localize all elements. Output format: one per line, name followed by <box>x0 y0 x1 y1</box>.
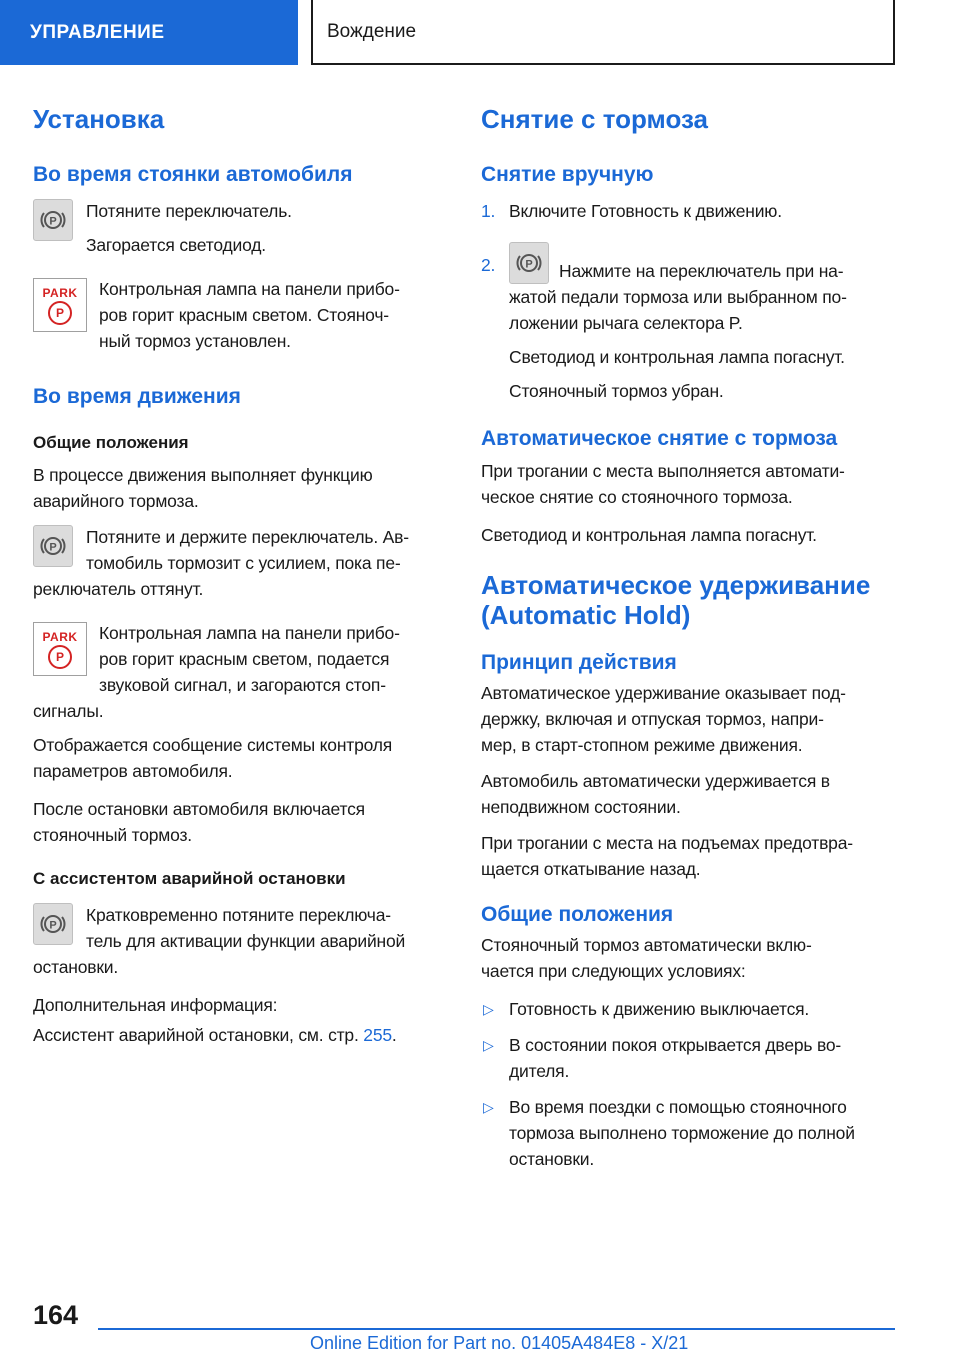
chapter-title: Вождение <box>311 0 895 65</box>
general-line2: чается при следующих условиях: <box>481 961 746 981</box>
step-2-led: Светодиод и контрольная лампа погаснут. <box>509 347 845 367</box>
parking-brake-switch-icon <box>33 903 73 945</box>
general-line2: аварийного тормоза. <box>33 491 199 511</box>
assist-line3: остановки. <box>33 957 119 977</box>
subheading-principle: Принцип действия <box>481 651 677 674</box>
step-2-done: Стояночный тормоз убран. <box>509 381 724 401</box>
step-2-number: 2. <box>481 255 496 275</box>
left-column <box>33 100 447 1048</box>
principle-line2: держку, включая и отпуская тормоз, напри- <box>481 709 824 729</box>
svg-text:P: P <box>49 919 57 932</box>
auto-release-led: Светодиод и контрольная лампа погаснут. <box>481 525 817 545</box>
lamp2-block <box>33 620 447 724</box>
lamp2-line2: ров горит красным светом, подается <box>99 649 390 669</box>
assist-line2: тель для активации функции аварийной <box>86 931 406 951</box>
bullet-1-text: Готовность к движению выключается. <box>509 999 810 1019</box>
cross-reference <box>33 1022 447 1048</box>
lamp2-line4: сигналы. <box>33 701 104 721</box>
heading-autohold-line2: (Automatic Hold) <box>481 600 691 630</box>
section-tab: УПРАВЛЕНИЕ <box>0 0 298 65</box>
park-lamp-letter: P <box>48 301 72 325</box>
parking-brake-switch-icon <box>509 242 549 284</box>
lamp2-line1: Контрольная лампа на панели прибо- <box>99 623 400 643</box>
parked-pull-text: Потяните переключатель. <box>86 201 292 221</box>
bullet-triangle-icon: ▷ <box>483 1037 494 1053</box>
svg-text:P: P <box>525 258 533 271</box>
auto-release-line1: При трогании с места выполняется автомати- <box>481 461 845 481</box>
park-warning-lamp-icon <box>33 278 87 332</box>
svg-text:P: P <box>49 215 57 228</box>
assist-title: С ассистентом аварийной остановки <box>33 869 346 888</box>
step-2-line2: жатой педали тормоза или выбранном по- <box>509 287 847 307</box>
reference-dot: . <box>391 1025 397 1045</box>
general-line1: Стояночный тормоз автоматически вклю- <box>481 935 812 955</box>
park-lamp-label: PARK <box>42 285 78 300</box>
general-line1: В процессе движения выполняет функцию <box>33 465 373 485</box>
hold-line3: реключатель оттянут. <box>33 579 204 599</box>
bullet-1 <box>481 996 895 1022</box>
step-2 <box>481 242 895 404</box>
step-2-line3: ложении рычага селектора P. <box>509 313 743 333</box>
step-1-number: 1. <box>481 201 496 221</box>
subheading-parked: Во время стоянки автомобиля <box>33 163 353 186</box>
more-info-label: Дополнительная информация: <box>33 995 278 1015</box>
subheading-driving: Во время движения <box>33 385 241 408</box>
general-title: Общие положения <box>33 433 189 452</box>
bullet-2-line2: дителя. <box>509 1061 570 1081</box>
svg-text:P: P <box>49 541 57 554</box>
bullet-2-line1: В состоянии покоя открывается дверь во- <box>509 1035 842 1055</box>
message-line2: параметров автомобиля. <box>33 761 233 781</box>
auto-release-line2: ческое снятие со стояночного тормоза. <box>481 487 793 507</box>
footer-edition: Online Edition for Part no. 01405A484E8 - X/21 <box>310 1333 689 1353</box>
right-column <box>481 100 895 1172</box>
hold-switch-block <box>33 524 447 602</box>
hold-line1: Потяните и держите переключатель. Ав- <box>86 527 409 547</box>
assist-switch-block <box>33 902 447 980</box>
principle-line1: Автоматическое удерживание оказывает под- <box>481 683 846 703</box>
principle2-line1: Автомобиль автоматически удерживается в <box>481 771 830 791</box>
heading-install: Установка <box>33 104 165 134</box>
principle2-line2: неподвижном состоянии. <box>481 797 681 817</box>
bullet-triangle-icon: ▷ <box>483 1099 494 1115</box>
message-line1: Отображается сообщение системы контроля <box>33 735 393 755</box>
principle3-line1: При трогании с места на подъемах предотвра- <box>481 833 853 853</box>
footer-divider <box>98 1328 895 1330</box>
parked-led-text: Загорается светодиод. <box>86 235 266 255</box>
principle3-line2: щается откатывание назад. <box>481 859 701 879</box>
lamp2-line3: звуковой сигнал, и загораются стоп- <box>99 675 386 695</box>
parked-switch-block <box>33 198 447 258</box>
hold-line2: томобиль тормозит с усилием, пока пе- <box>86 553 401 573</box>
reference-text: Ассистент аварийной остановки, см. стр. <box>33 1025 359 1045</box>
subheading-manual: Снятие вручную <box>481 163 654 186</box>
park-lamp-letter: P <box>48 645 72 669</box>
heading-autohold-line1: Автоматическое удерживание <box>481 570 871 600</box>
bullet-3-line1: Во время поездки с помощью стояночного <box>509 1097 847 1117</box>
parking-brake-switch-icon <box>33 525 73 567</box>
parking-brake-switch-icon <box>33 199 73 241</box>
reference-page-link[interactable]: 255 <box>363 1025 392 1045</box>
step-1 <box>481 198 895 224</box>
parked-lamp-line3: ный тормоз установлен. <box>99 331 291 351</box>
page-number: 164 <box>33 1300 79 1330</box>
bullet-3 <box>481 1094 895 1172</box>
parked-lamp-block <box>33 276 447 354</box>
bullet-2 <box>481 1032 895 1084</box>
subheading-auto-release: Автоматическое снятие с тормоза <box>481 427 838 450</box>
bullet-triangle-icon: ▷ <box>483 1001 494 1017</box>
after-stop-line1: После остановки автомобиля включается <box>33 799 365 819</box>
park-lamp-label: PARK <box>42 629 78 644</box>
after-stop-line2: стояночный тормоз. <box>33 825 192 845</box>
parked-lamp-line2: ров горит красным светом. Стояноч- <box>99 305 389 325</box>
principle-line3: мер, в старт-стопном режиме движения. <box>481 735 803 755</box>
park-warning-lamp-icon <box>33 622 87 676</box>
assist-line1: Кратковременно потяните переключа- <box>86 905 391 925</box>
bullet-3-line3: остановки. <box>509 1149 595 1169</box>
parked-lamp-line1: Контрольная лампа на панели прибо- <box>99 279 400 299</box>
step-2-line1: Нажмите на переключатель при на- <box>559 261 844 281</box>
heading-release: Снятие с тормоза <box>481 104 709 134</box>
step-1-text: Включите Готовность к движению. <box>509 201 782 221</box>
bullet-3-line2: тормоза выполнено торможение до полной <box>509 1123 855 1143</box>
subheading-general: Общие положения <box>481 903 674 926</box>
